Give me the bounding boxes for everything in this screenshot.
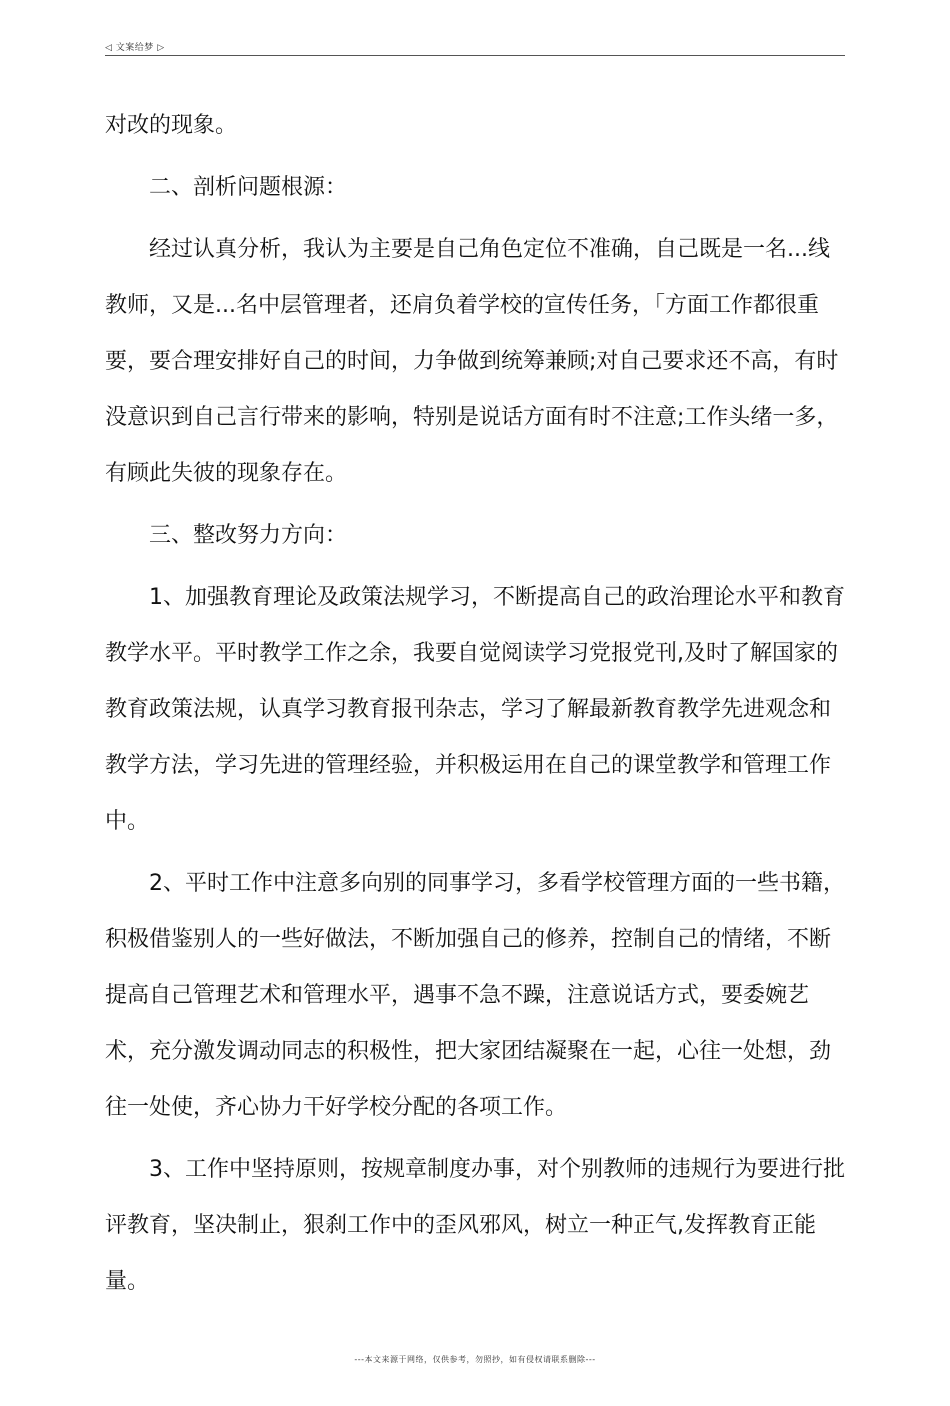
paragraph-analysis: 经过认真分析，我认为主要是自己角色定位不准确，自己既是一名...线教师，又是...名中层管理者，还肩负着学校的宣传任务，「方面工作都很重要，要合理安排好自己的时间，力争做到统筹兼顾;对自己要求还不高，有时没意识到自己言行带来的影响，特别是说话方面有时不注意;工作头绪一多，有顾此失彼的现象存在。: [105, 237, 839, 486]
paragraph-continuation: 对改的现象。: [105, 113, 238, 138]
document-body: [105, 98, 850, 1316]
header-text: 文案给梦: [115, 43, 154, 53]
header-divider: [105, 55, 845, 56]
list-item-2: 2、平时工作中注意多向别的同事学习，多看学校管理方面的一些书籍，积极借鉴别人的一些好做法，不断加强自己的修养，控制自己的情绪，不断提高自己管理艺术和管理水平，遇事不急不躁，注意说话方式，要委婉艺术，充分激发调动同志的积极性，把大家团结凝聚在一起，心往一处想，劲往一处使，齐心协力干好学校分配的各项工作。: [105, 871, 845, 1120]
list-item-3: 3、工作中坚持原则，按规章制度办事，对个别教师的违规行为要进行批评教育，坚决制止，狠刹工作中的歪风邪风，树立一种正气,发挥教育正能量。: [105, 1157, 845, 1294]
right-arrow-icon: ▷: [157, 43, 165, 53]
section-heading-rectification: 三、整改努力方向：: [149, 523, 348, 548]
section-heading-root-cause: 二、剖析问题根源：: [149, 175, 348, 200]
page-header: [105, 40, 165, 53]
page-footer: ---本文来源于网络，仅供参考，勿照抄，如有侵权请联系删除---: [354, 1355, 596, 1364]
left-arrow-icon: ◁: [105, 43, 113, 53]
list-item-1: 1、加强教育理论及政策法规学习，不断提高自己的政治理论水平和教育教学水平。平时教学工作之余，我要自觉阅读学习党报党刊,及时了解国家的教育政策法规，认真学习教育报刊杂志，学习了解最新教育教学先进观念和教学方法，学习先进的管理经验，并积极运用在自己的课堂教学和管理工作中。: [105, 585, 845, 834]
